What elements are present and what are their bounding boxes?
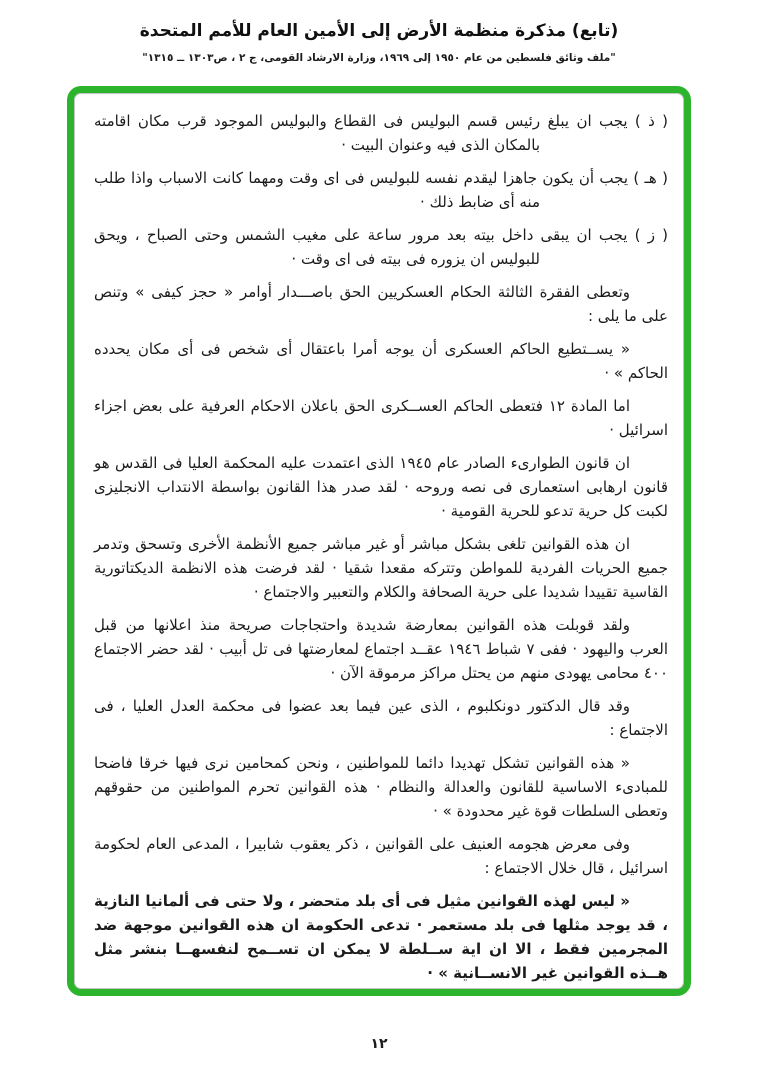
page-header (0, 0, 758, 64)
paragraph-8: ان هذه القوانين تلغى بشكل مباشر أو غير مباشر جميع الأنظمة الأخرى وتسحق وتدمر جميع الحريات الفردية للمواطن وتتركه مقعدا شقيا · لقد فرضت هذه الانظمة الديكتاتورية القاسية تقييدا شديدا على حرية الصحافة والكلام والتعبير والاجتماع · (94, 535, 668, 601)
document-frame (67, 86, 691, 996)
paragraph-4: وتعطى الفقرة الثالثة الحكام العسكريين الحق باصـــدار أوامر « حجز كيفى » وتنص على ما يلى : (94, 283, 668, 325)
paragraph-2: ( هـ ) يجب أن يكون جاهزا ليقدم نفسه للبوليس فى اى وقت ومهما كانت الاسباب واذا طلب منه أى ضابط ذلك · (94, 169, 668, 211)
header-title: (تابع) مذكرة منظمة الأرض إلى الأمين العام للأمم المتحدة (139, 21, 619, 41)
paragraph-13: « ليس لهذه القوانين مثيل فى أى بلد متحضر ، ولا حتى فى ألمانيا النازية ، قد يوجد مثلها فى بلد مستعمر · تدعى الحكومة ان هذه القوانين موجهة ضد المجرمين فقط ، الا ان اية ســلطة لا يمكن ان تســمح لنفسهــا بنشر مثل هــذه القوانين غير الانســانية » · (94, 892, 668, 982)
paragraph-5: « يســتطيع الحاكم العسكرى أن يوجه أمرا باعتقال أى شخص فى أى مكان يحدده الحاكم » · (94, 340, 668, 382)
page-number: ١٢ (370, 1036, 388, 1052)
document-body (94, 109, 668, 996)
paragraph-12: وفى معرض هجومه العنيف على القوانين ، ذكر يعقوب شابيرا ، المدعى العام لحكومة اسرائيل ، قال خلال الاجتماع : (94, 835, 668, 877)
paragraph-1: ( ذ ) يجب ان يبلغ رئيس قسم البوليس فى القطاع والبوليس الموجود قرب مكان اقامته بالمكان الذى فيه وعنوان البيت · (94, 112, 668, 154)
paragraph-11: « هذه القوانين تشكل تهديدا دائما للمواطنين ، ونحن كمحامين نرى فيها خرقا فاضحا للمبادىء الاساسية للقانون والعدالة والنظام · هذه القوانين تحرم المواطنين من حقوقهم وتعطى السلطات قوة غير محدودة » · (94, 754, 668, 820)
paragraph-6: اما المادة ١٢ فتعطى الحاكم العســكرى الحق باعلان الاحكام العرفية على بعض اجزاء اسرائيل · (94, 397, 668, 439)
paragraph-9: ولقد قوبلت هذه القوانين بمعارضة شديدة واحتجاجات صريحة منذ اعلانها من قبل العرب واليهود · ففى ٧ شباط ١٩٤٦ عقــد اجتماع لمعارضتها فى تل أبيب · لقد حضر الاجتماع ٤٠٠ محامى يهودى منهم من يحتل مراكز مرموقة الآن · (94, 616, 668, 682)
paragraph-3: ( ز ) يجب ان يبقى داخل بيته بعد مرور ساعة على مغيب الشمس وحتى الصباح ، ويحق للبوليس ان يزوره فى بيته فى اى وقت · (94, 226, 668, 268)
header-source-line: "ملف وثائق فلسطين من عام ١٩٥٠ إلى ١٩٦٩، وزارة الارشاد القومى، ج ٢ ، ص١٣٠٣ ــ ١٣١٥" (142, 51, 616, 64)
paragraph-10: وقد قال الدكتور دونكلبوم ، الذى عين فيما بعد عضوا فى محكمة العدل العليا ، فى الاجتماع : (94, 697, 668, 739)
paragraph-7: ان قانون الطوارىء الصادر عام ١٩٤٥ الذى اعتمدت عليه المحكمة العليا فى القدس هو قانون ارهابى استعمارى فى نصه وروحه · لقد صدر هذا القانون بواسطة الانتداب الانجليزى لكبت كل حرية تدعو للحرية القومية · (94, 454, 668, 520)
paragraph-14 (94, 994, 668, 996)
